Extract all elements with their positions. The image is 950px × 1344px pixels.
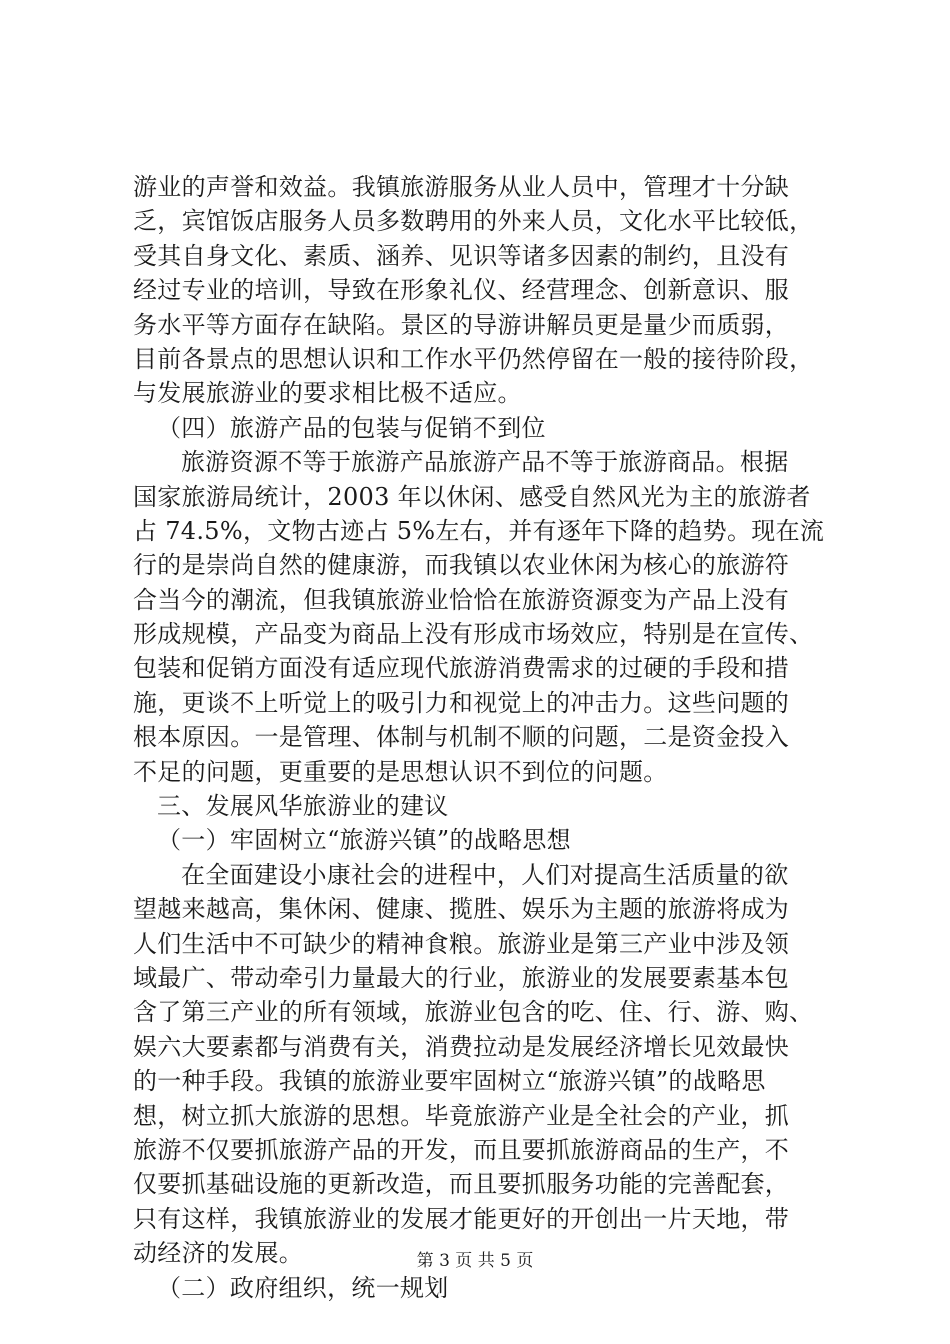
- paragraph-line: 行的是崇尚自然的健康游，而我镇以农业休闲为核心的旅游符: [133, 551, 790, 580]
- section-heading: （二）政府组织，统一规划: [157, 1273, 449, 1302]
- page-number-footer: 第 3 页 共 5 页: [416, 1251, 534, 1271]
- paragraph-line: 不足的问题，更重要的是思想认识不到位的问题。: [133, 757, 668, 786]
- paragraph-line: 与发展旅游业的要求相比极不适应。: [133, 379, 522, 408]
- paragraph-line: 的一种手段。我镇的旅游业要牢固树立“旅游兴镇”的战略思: [133, 1067, 766, 1096]
- paragraph-line: 含了第三产业的所有领域，旅游业包含的吃、住、行、游、购、: [133, 998, 814, 1027]
- paragraph-line: 想，树立抓大旅游的思想。毕竟旅游产业是全社会的产业，抓: [133, 1101, 790, 1130]
- paragraph-line: 乏，宾馆饭店服务人员多数聘用的外来人员，文化水平比较低，: [133, 207, 814, 236]
- paragraph-line: 旅游不仅要抓旅游产品的开发，而且要抓旅游商品的生产，不: [133, 1135, 790, 1164]
- paragraph-line: 人们生活中不可缺少的精神食粮。旅游业是第三产业中涉及领: [133, 929, 790, 958]
- paragraph-line: 旅游资源不等于旅游产品旅游产品不等于旅游商品。根据: [181, 448, 789, 477]
- paragraph-line: 只有这样，我镇旅游业的发展才能更好的开创出一片天地，带: [133, 1204, 790, 1233]
- paragraph-line: 经过专业的培训，导致在形象礼仪、经营理念、创新意识、服: [133, 276, 790, 305]
- paragraph-line: 娱六大要素都与消费有关，消费拉动是发展经济增长见效最快: [133, 1032, 790, 1061]
- paragraph-line: 域最广、带动牵引力量最大的行业，旅游业的发展要素基本包: [133, 963, 790, 992]
- paragraph-line: 望越来越高，集休闲、健康、揽胜、娱乐为主题的旅游将成为: [133, 895, 790, 924]
- paragraph-line: 仅要抓基础设施的更新改造，而且要抓服务功能的完善配套，: [133, 1170, 790, 1199]
- paragraph-line: 在全面建设小康社会的进程中，人们对提高生活质量的欲: [181, 860, 789, 889]
- paragraph-line: 游业的声誉和效益。我镇旅游服务从业人员中，管理才十分缺: [133, 173, 790, 201]
- paragraph-line: 占 74.5%，文物古迹占 5%左右，并有逐年下降的趋势。现在流: [133, 516, 825, 545]
- paragraph-line: 国家旅游局统计，2003 年以休闲、感受自然风光为主的旅游者: [133, 482, 811, 511]
- paragraph-line: 包装和促销方面没有适应现代旅游消费需求的过硬的手段和措: [133, 654, 790, 683]
- paragraph-line: 务水平等方面存在缺陷。景区的导游讲解员更是量少而质弱，: [133, 310, 790, 339]
- paragraph-line: 根本原因。一是管理、体制与机制不顺的问题，二是资金投入: [133, 723, 790, 752]
- section-heading: 三、发展风华旅游业的建议: [157, 792, 449, 821]
- paragraph-line: 合当今的潮流，但我镇旅游业恰恰在旅游资源变为产品上没有: [133, 585, 790, 614]
- document-body: [133, 170, 833, 1305]
- paragraph-line: 动经济的发展。: [133, 1239, 304, 1268]
- paragraph-line: 施，更谈不上听觉上的吸引力和视觉上的冲击力。这些问题的: [133, 688, 790, 717]
- paragraph-line: 受其自身文化、素质、涵养、见识等诸多因素的制约，且没有: [133, 241, 790, 270]
- section-heading: （四）旅游产品的包装与促销不到位: [157, 413, 546, 442]
- paragraph-line: 形成规模，产品变为商品上没有形成市场效应，特别是在宣传、: [133, 620, 814, 649]
- section-heading: （一）牢固树立“旅游兴镇”的战略思想: [157, 826, 571, 855]
- paragraph-line: 目前各景点的思想认识和工作水平仍然停留在一般的接待阶段，: [133, 344, 814, 373]
